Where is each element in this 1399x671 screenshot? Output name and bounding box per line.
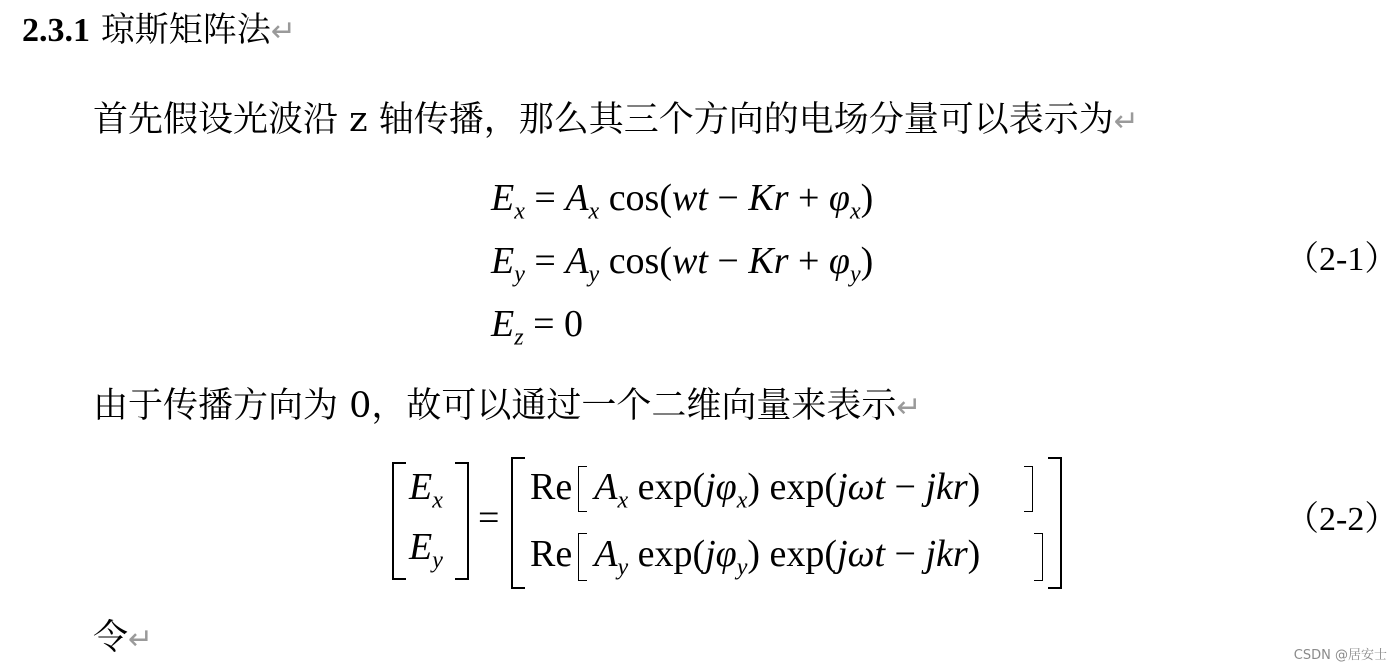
lhs-left-bracket: [392, 462, 406, 580]
intro-text: 首先假设光波沿 z 轴传播，那么其三个方向的电场分量可以表示为: [93, 100, 1114, 140]
section-title: 琼斯矩阵法: [100, 10, 271, 50]
intro-paragraph: [93, 96, 1139, 146]
section-heading: [22, 6, 296, 56]
middle-paragraph: [93, 382, 922, 432]
paragraph-mark-icon: ↵: [1113, 104, 1139, 139]
equation-ez: $E_z = 0$: [491, 303, 583, 351]
lhs-ey: $E_y$: [409, 526, 443, 574]
rhs-row-1: Re $A_x$ $\exp(j\varphi_x) \exp(j\omega t - jkr)$: [530, 466, 981, 514]
paragraph-mark-icon: ↵: [896, 390, 922, 425]
middle-text: 由于传播方向为 0，故可以通过一个二维向量来表示: [93, 386, 897, 426]
row2-right-square-bracket: [1034, 533, 1043, 581]
rhs-left-bracket: [511, 457, 525, 589]
lhs-right-bracket: [455, 462, 469, 580]
equation-ey: $E_y = A_y$ $\cos(wt - Kr + \varphi_y)$: [491, 240, 874, 288]
row1-right-square-bracket: [1024, 466, 1033, 512]
row1-left-square-bracket: [578, 466, 587, 512]
equation-ex: $E_x = A_x$ $\cos(wt - Kr + \varphi_x)$: [491, 177, 874, 225]
paragraph-mark-icon: ↵: [270, 14, 296, 49]
lhs-ex: $E_x$: [409, 466, 443, 514]
equation-number-2-1: （2-1）: [1285, 241, 1399, 278]
paragraph-mark-icon: ↵: [128, 622, 154, 657]
rhs-row-2: Re $A_y$ $\exp(j\varphi_y) \exp(j\omega t - jkr)$: [530, 533, 981, 581]
last-paragraph: [93, 614, 153, 664]
row2-left-square-bracket: [578, 533, 587, 581]
section-number: 2.3.1: [22, 12, 90, 49]
equation-number-2-2: （2-2）: [1285, 501, 1399, 538]
equals-sign: =: [478, 497, 500, 539]
rhs-right-bracket: [1048, 457, 1062, 589]
last-text: 令: [93, 618, 129, 658]
watermark: CSDN @居安士: [1293, 648, 1387, 663]
